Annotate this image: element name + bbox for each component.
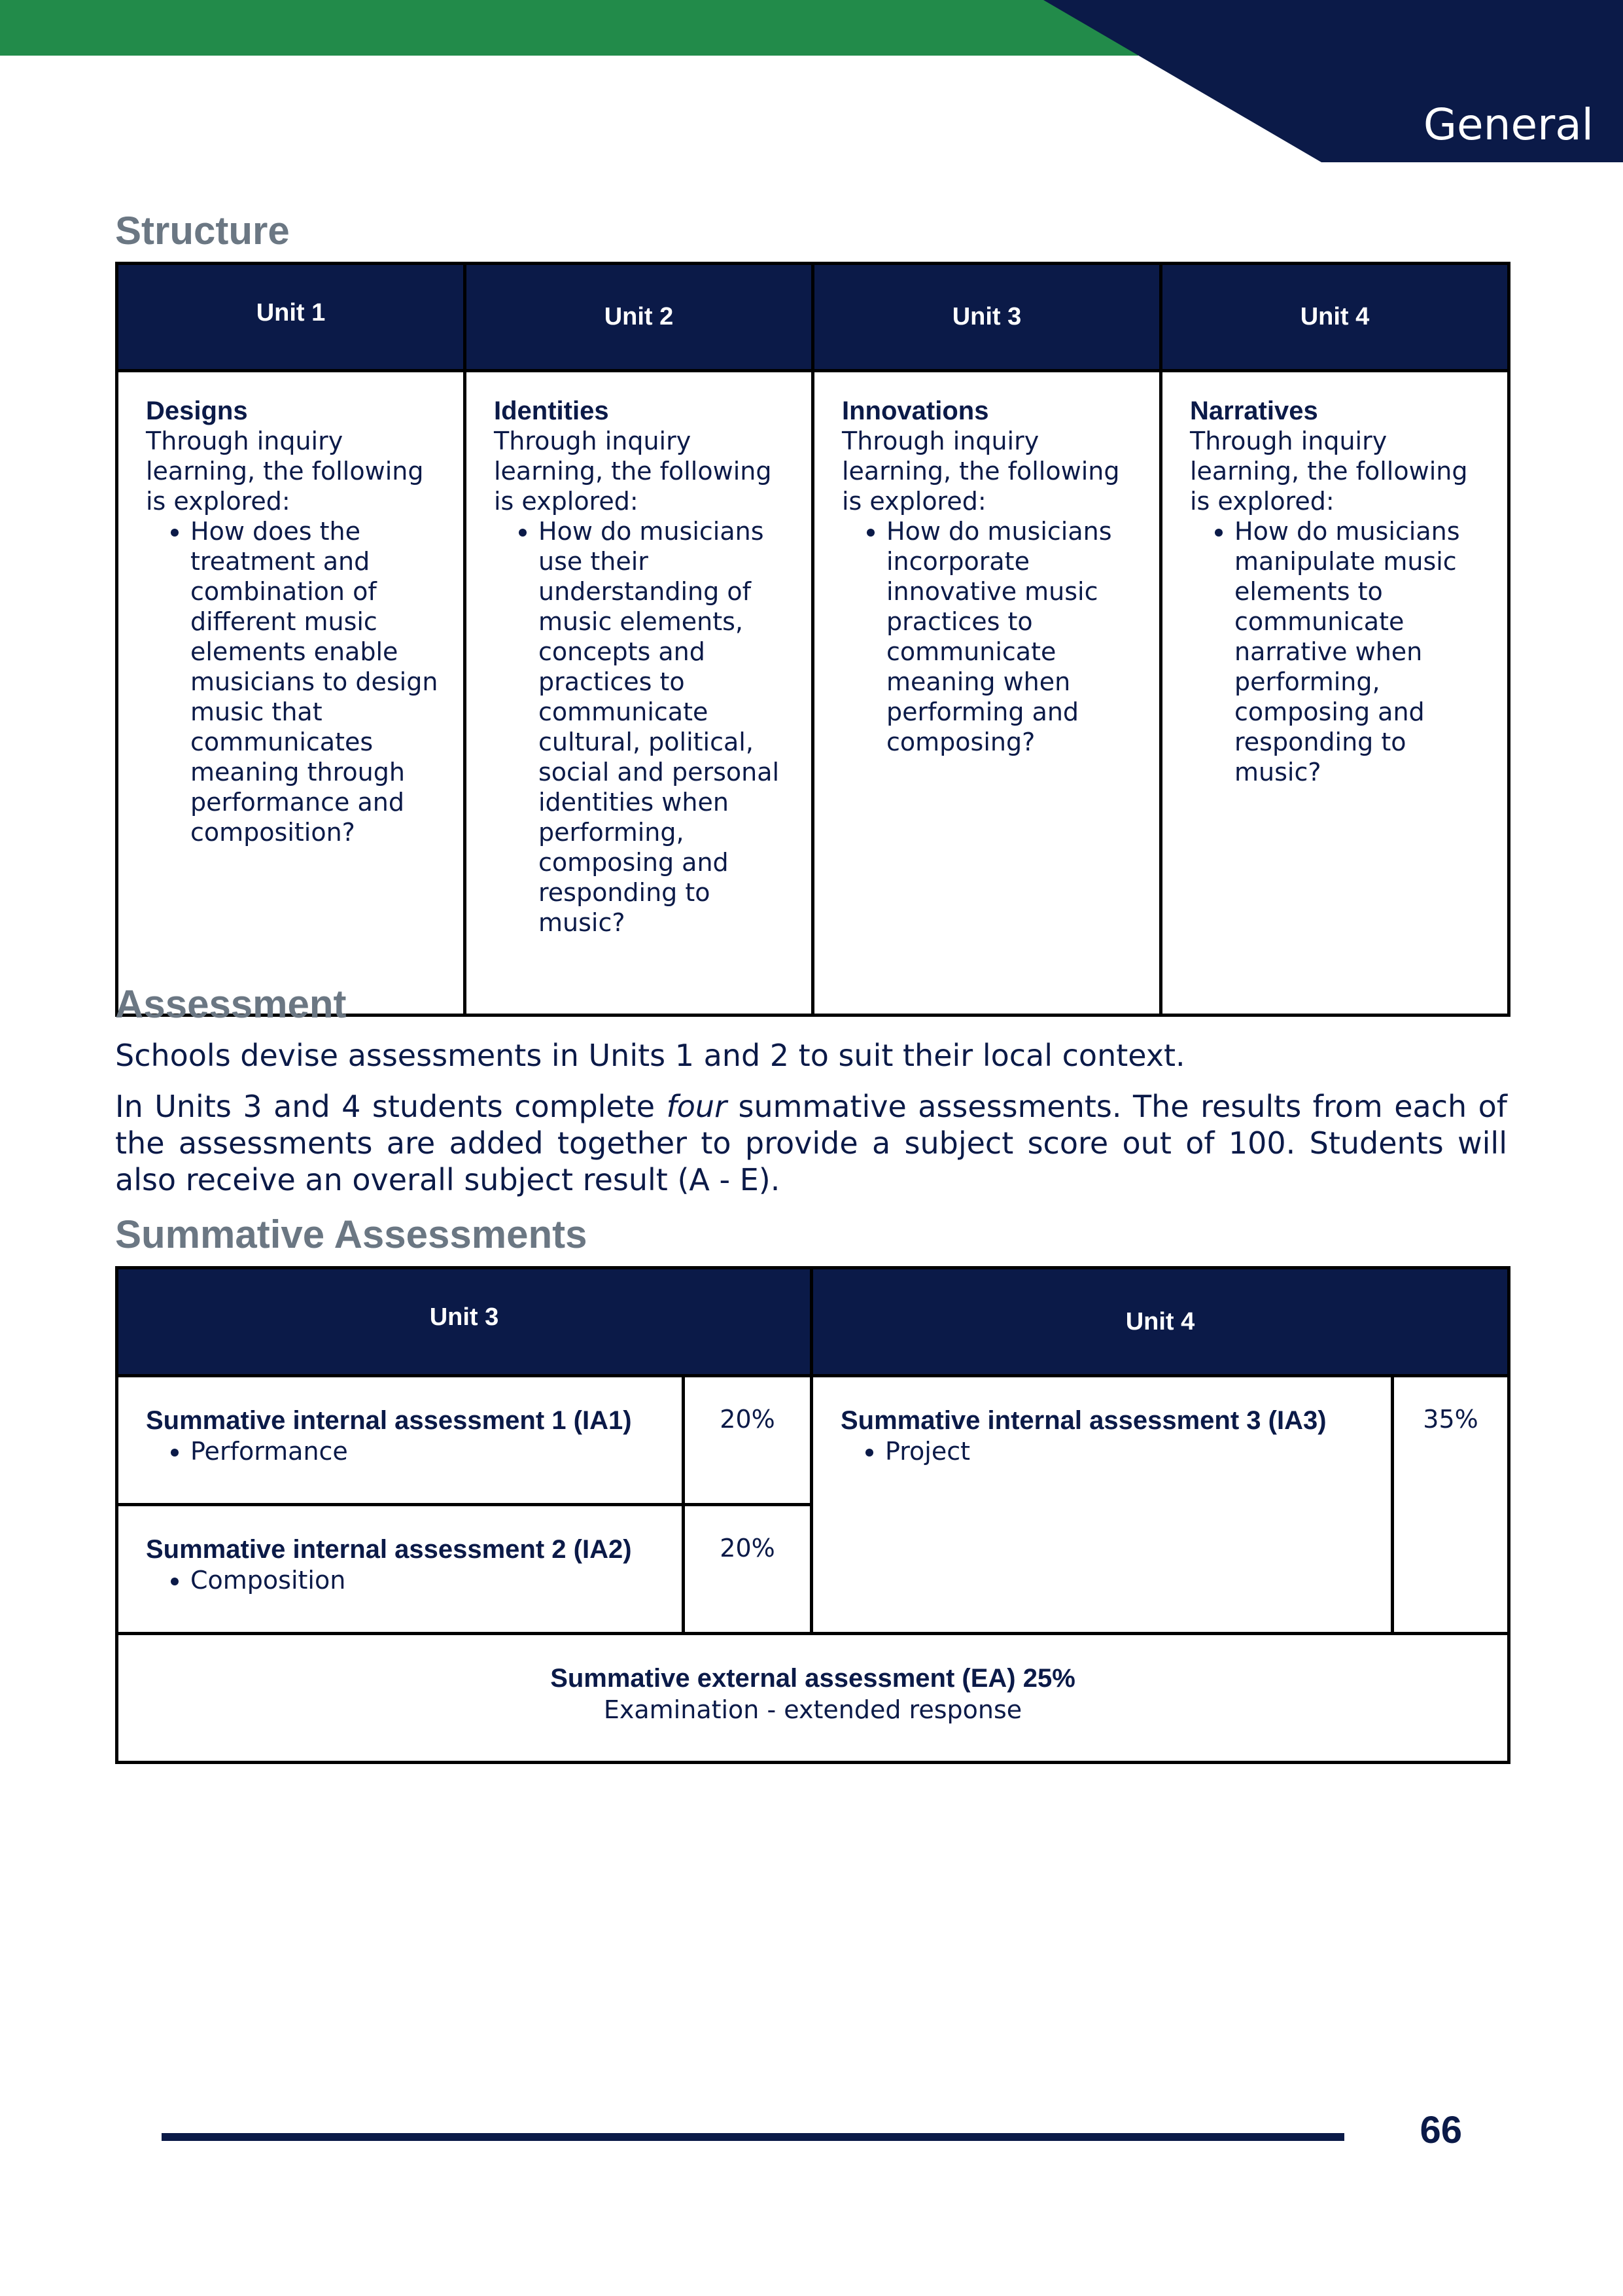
structure-cell-unit-1 xyxy=(117,371,465,1016)
ea-cell xyxy=(117,1634,1509,1763)
unit-intro: Through inquiry learning, the following is explored: xyxy=(842,427,1120,516)
ia3-cell xyxy=(812,1376,1393,1634)
unit-intro: Through inquiry learning, the following is explored: xyxy=(146,427,424,516)
paragraph-text: In Units 3 and 4 students complete xyxy=(115,1089,667,1124)
paragraph-emphasis: four xyxy=(666,1089,727,1124)
unit-bullet: • How do musicians incorporate innovative music practices to communicate meaning when performing and composing? xyxy=(886,516,1138,757)
unit-bullet: • How do musicians manipulate music elements to communicate narrative when performing, composing and responding to music? xyxy=(1234,516,1486,787)
structure-heading: Structure xyxy=(115,209,290,253)
unit-bullet-list xyxy=(1190,516,1486,787)
ia2-list xyxy=(146,1565,662,1595)
unit-title: Narratives xyxy=(1190,397,1318,425)
unit-title: Innovations xyxy=(842,397,989,425)
summative-header-unit-3: Unit 3 xyxy=(117,1268,812,1376)
ia1-weight: 20% xyxy=(684,1376,812,1505)
ia1-title: Summative internal assessment 1 (IA1) xyxy=(146,1406,632,1435)
structure-header-unit-1: Unit 1 xyxy=(117,264,465,371)
unit-title: Designs xyxy=(146,397,248,425)
structure-cell-unit-4 xyxy=(1161,371,1509,1016)
structure-header-unit-4: Unit 4 xyxy=(1161,264,1509,371)
summative-heading: Summative Assessments xyxy=(115,1212,587,1256)
ia2-weight: 20% xyxy=(684,1505,812,1634)
unit-bullet-list xyxy=(146,516,442,847)
ia3-title: Summative internal assessment 3 (IA3) xyxy=(841,1406,1327,1435)
ia2-item: • Composition xyxy=(190,1565,662,1595)
summative-table xyxy=(115,1266,1510,1764)
footer-rule xyxy=(162,2133,1344,2141)
ia1-list xyxy=(146,1436,662,1466)
ia1-item: • Performance xyxy=(190,1436,662,1466)
summative-header-unit-4: Unit 4 xyxy=(812,1268,1509,1376)
assessment-heading: Assessment xyxy=(115,982,347,1026)
ia1-cell xyxy=(117,1376,684,1505)
ia3-item: • Project xyxy=(885,1436,1371,1466)
structure-cell-unit-2 xyxy=(465,371,813,1016)
paragraph-text: summative assessments. The results from each of the assessments are added together to provide a subject score out of 100. Students will also receive an overall subject result (A - E). xyxy=(115,1089,1507,1197)
ia2-cell xyxy=(117,1505,684,1634)
unit-bullet: • How do musicians use their understanding of music elements, concepts and practices to communicate cultural, political, social and personal identities when performing, composing and responding to music? xyxy=(538,516,790,938)
ia3-list xyxy=(841,1436,1371,1466)
unit-title: Identities xyxy=(494,397,609,425)
unit-bullet-list xyxy=(494,516,790,938)
structure-cell-unit-3 xyxy=(813,371,1161,1016)
unit-bullet: • How does the treatment and combination of different music elements enable musicians to design music that communicates meaning through performance and composition? xyxy=(190,516,442,847)
assessment-paragraph-1: Schools devise assessments in Units 1 and 2 to suit their local context. xyxy=(115,1038,1185,1073)
structure-header-unit-3: Unit 3 xyxy=(813,264,1161,371)
ea-title: Summative external assessment (EA) 25% xyxy=(550,1664,1075,1693)
ia2-title: Summative internal assessment 2 (IA2) xyxy=(146,1535,632,1564)
structure-header-unit-2: Unit 2 xyxy=(465,264,813,371)
unit-bullet-list xyxy=(842,516,1138,757)
assessment-paragraph-2 xyxy=(115,1088,1507,1198)
ia3-weight: 35% xyxy=(1393,1376,1509,1634)
unit-intro: Through inquiry learning, the following is explored: xyxy=(494,427,772,516)
page-number: 66 xyxy=(1420,2109,1462,2151)
header-tag: General xyxy=(1423,99,1594,150)
ea-text: Examination - extended response xyxy=(603,1695,1022,1724)
structure-table xyxy=(115,262,1510,1017)
unit-intro: Through inquiry learning, the following is explored: xyxy=(1190,427,1468,516)
